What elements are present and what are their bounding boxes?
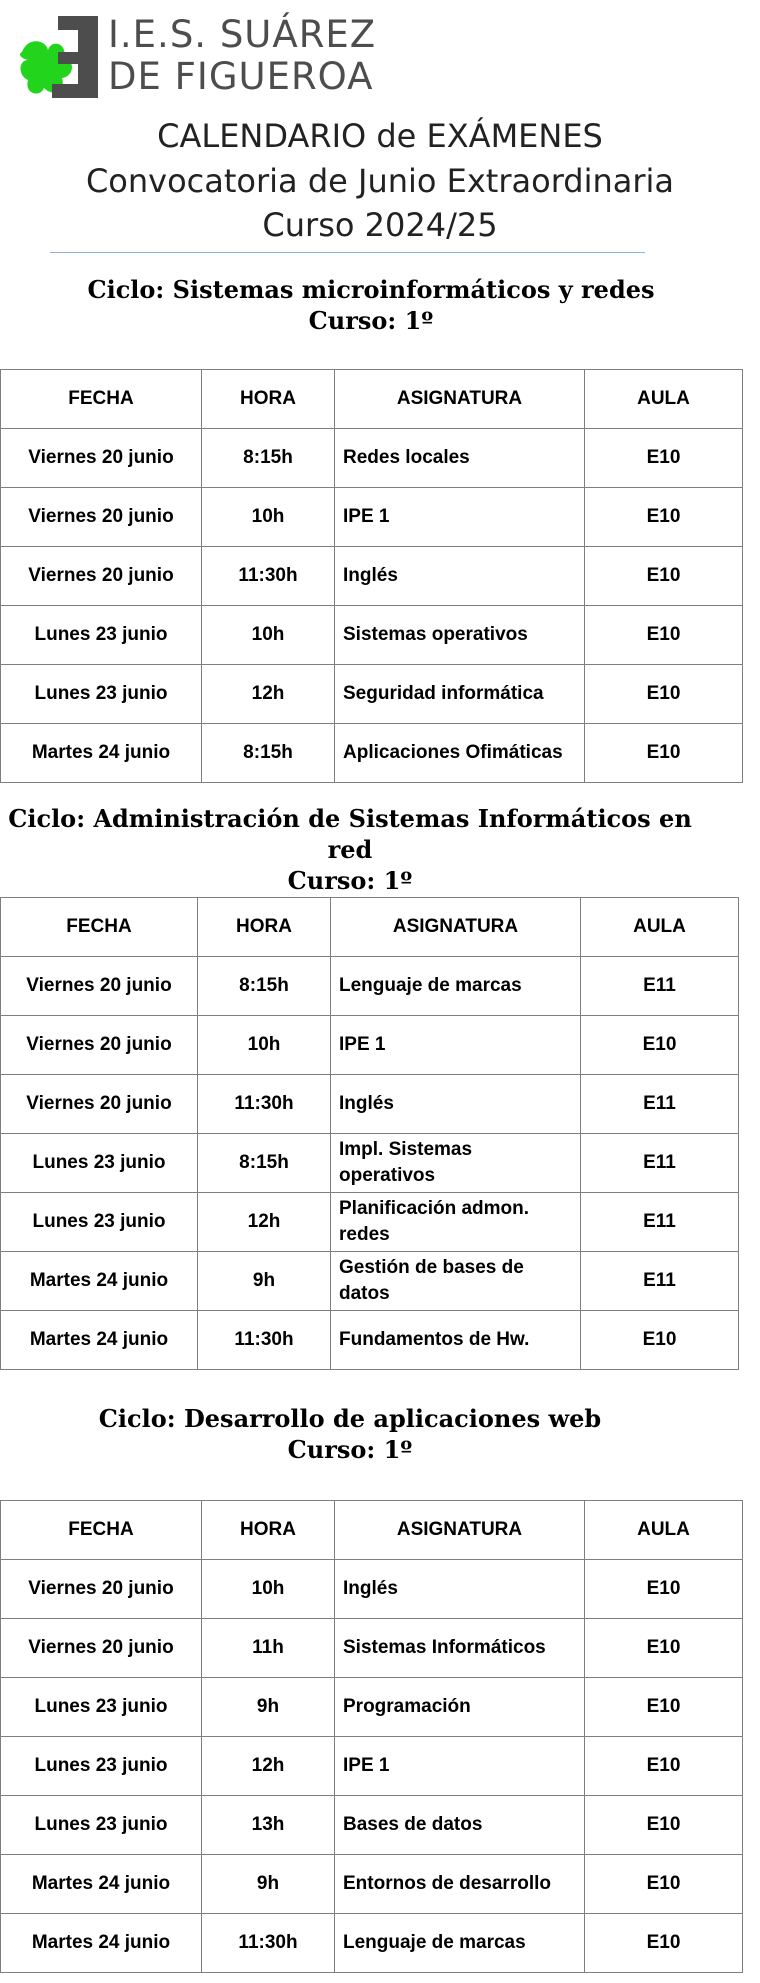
table-row bbox=[1, 1016, 739, 1075]
cell-fecha: Viernes 20 junio bbox=[1, 429, 202, 488]
table-row bbox=[1, 1796, 743, 1855]
cell-hora: 10h bbox=[202, 606, 335, 665]
cell-asignatura: Lenguaje de marcas bbox=[335, 1914, 585, 1973]
column-header-asignatura: ASIGNATURA bbox=[335, 370, 585, 429]
exam-table-daw bbox=[0, 1500, 743, 1973]
cell-asignatura: Sistemas operativos bbox=[335, 606, 585, 665]
cell-fecha: Viernes 20 junio bbox=[1, 488, 202, 547]
cell-asignatura: Sistemas Informáticos bbox=[335, 1619, 585, 1678]
cell-fecha: Martes 24 junio bbox=[1, 1311, 198, 1370]
cell-asignatura: IPE 1 bbox=[335, 1737, 585, 1796]
cell-hora: 11:30h bbox=[202, 1914, 335, 1973]
cell-fecha: Viernes 20 junio bbox=[1, 1619, 202, 1678]
cell-aula: E10 bbox=[585, 1914, 743, 1973]
table-header-row bbox=[1, 898, 739, 957]
cell-hora: 11:30h bbox=[202, 547, 335, 606]
cell-fecha: Viernes 20 junio bbox=[1, 1016, 198, 1075]
table-row bbox=[1, 1560, 743, 1619]
cell-asignatura: Fundamentos de Hw. bbox=[331, 1311, 581, 1370]
cell-hora: 11h bbox=[202, 1619, 335, 1678]
table-header-row bbox=[1, 1501, 743, 1560]
cell-aula: E11 bbox=[581, 957, 739, 1016]
cell-hora: 12h bbox=[202, 1737, 335, 1796]
cell-hora: 8:15h bbox=[202, 429, 335, 488]
cell-aula: E10 bbox=[581, 1016, 739, 1075]
cell-fecha: Lunes 23 junio bbox=[1, 1193, 198, 1252]
school-logo-mark-icon bbox=[18, 14, 102, 100]
cell-asignatura: Inglés bbox=[335, 547, 585, 606]
table-row bbox=[1, 1678, 743, 1737]
cell-aula: E10 bbox=[585, 429, 743, 488]
cell-fecha: Lunes 23 junio bbox=[1, 1134, 198, 1193]
table-row bbox=[1, 606, 743, 665]
cell-hora: 12h bbox=[198, 1193, 331, 1252]
cell-hora: 12h bbox=[202, 665, 335, 724]
table-row bbox=[1, 1619, 743, 1678]
cell-asignatura: Lenguaje de marcas bbox=[331, 957, 581, 1016]
cell-hora: 10h bbox=[202, 1560, 335, 1619]
cell-asignatura: Programación bbox=[335, 1678, 585, 1737]
cell-hora: 9h bbox=[198, 1252, 331, 1311]
table-row bbox=[1, 1855, 743, 1914]
cell-aula: E10 bbox=[585, 1855, 743, 1914]
cell-fecha: Lunes 23 junio bbox=[1, 665, 202, 724]
cell-aula: E10 bbox=[585, 1796, 743, 1855]
column-header-asignatura: ASIGNATURA bbox=[331, 898, 581, 957]
section-ciclo: Ciclo: Desarrollo de aplicaciones web bbox=[98, 1404, 602, 1433]
cell-asignatura: Gestión de bases de datos bbox=[331, 1252, 581, 1311]
school-logo bbox=[18, 13, 377, 100]
table-row bbox=[1, 1737, 743, 1796]
table-row bbox=[1, 547, 743, 606]
cell-aula: E10 bbox=[581, 1311, 739, 1370]
column-header-hora: HORA bbox=[202, 370, 335, 429]
cell-asignatura: Seguridad informática bbox=[335, 665, 585, 724]
cell-aula: E10 bbox=[585, 1619, 743, 1678]
cell-fecha: Martes 24 junio bbox=[1, 1252, 198, 1311]
column-header-fecha: FECHA bbox=[1, 1501, 202, 1560]
convocatoria-title: Convocatoria de Junio Extraordinaria bbox=[85, 162, 675, 200]
cell-aula: E10 bbox=[585, 547, 743, 606]
cell-asignatura: IPE 1 bbox=[335, 488, 585, 547]
cell-fecha: Lunes 23 junio bbox=[1, 1737, 202, 1796]
cell-hora: 8:15h bbox=[202, 724, 335, 783]
cell-fecha: Lunes 23 junio bbox=[1, 1796, 202, 1855]
cell-hora: 8:15h bbox=[198, 1134, 331, 1193]
table-row bbox=[1, 1914, 743, 1973]
column-header-aula: AULA bbox=[581, 898, 739, 957]
cell-fecha: Lunes 23 junio bbox=[1, 606, 202, 665]
cell-aula: E10 bbox=[585, 1678, 743, 1737]
cell-fecha: Viernes 20 junio bbox=[1, 1075, 198, 1134]
exam-table-smr bbox=[0, 369, 743, 783]
column-header-fecha: FECHA bbox=[1, 370, 202, 429]
cell-hora: 13h bbox=[202, 1796, 335, 1855]
cell-asignatura: Bases de datos bbox=[335, 1796, 585, 1855]
cell-hora: 10h bbox=[198, 1016, 331, 1075]
cell-fecha: Martes 24 junio bbox=[1, 724, 202, 783]
cell-aula: E10 bbox=[585, 665, 743, 724]
section-heading-daw bbox=[0, 1403, 700, 1465]
table-row bbox=[1, 724, 743, 783]
cell-aula: E11 bbox=[581, 1134, 739, 1193]
cell-asignatura: Aplicaciones Ofimáticas bbox=[335, 724, 585, 783]
table-row bbox=[1, 488, 743, 547]
cell-fecha: Viernes 20 junio bbox=[1, 547, 202, 606]
column-header-asignatura: ASIGNATURA bbox=[335, 1501, 585, 1560]
cell-fecha: Martes 24 junio bbox=[1, 1914, 202, 1973]
table-header-row bbox=[1, 370, 743, 429]
table-row bbox=[1, 665, 743, 724]
cell-fecha: Viernes 20 junio bbox=[1, 1560, 202, 1619]
table-row bbox=[1, 1311, 739, 1370]
cell-hora: 10h bbox=[202, 488, 335, 547]
column-header-hora: HORA bbox=[198, 898, 331, 957]
cell-asignatura: Impl. Sistemas operativos bbox=[331, 1134, 581, 1193]
cell-aula: E10 bbox=[585, 1560, 743, 1619]
school-year-title: Curso 2024/25 bbox=[262, 206, 498, 244]
section-heading-smr bbox=[0, 274, 742, 336]
column-header-aula: AULA bbox=[585, 370, 743, 429]
calendar-title: CALENDARIO de EXÁMENES bbox=[157, 117, 603, 155]
cell-asignatura: Entornos de desarrollo bbox=[335, 1855, 585, 1914]
section-curso: Curso: 1º bbox=[308, 306, 434, 335]
table-row bbox=[1, 1075, 739, 1134]
section-ciclo: Ciclo: Administración de Sistemas Informáticos en red bbox=[8, 804, 692, 864]
cell-asignatura: IPE 1 bbox=[331, 1016, 581, 1075]
section-curso: Curso: 1º bbox=[287, 1435, 413, 1464]
table-row bbox=[1, 1193, 739, 1252]
column-header-hora: HORA bbox=[202, 1501, 335, 1560]
cell-fecha: Martes 24 junio bbox=[1, 1855, 202, 1914]
table-row bbox=[1, 1252, 739, 1311]
school-name-line1: I.E.S. SUÁREZ bbox=[108, 13, 377, 56]
cell-aula: E11 bbox=[581, 1075, 739, 1134]
cell-asignatura: Redes locales bbox=[335, 429, 585, 488]
table-row bbox=[1, 957, 739, 1016]
cell-aula: E11 bbox=[581, 1193, 739, 1252]
table-row bbox=[1, 429, 743, 488]
school-name bbox=[108, 13, 377, 98]
cell-aula: E10 bbox=[585, 1737, 743, 1796]
cell-hora: 9h bbox=[202, 1855, 335, 1914]
section-curso: Curso: 1º bbox=[287, 866, 413, 895]
cell-hora: 11:30h bbox=[198, 1311, 331, 1370]
column-header-fecha: FECHA bbox=[1, 898, 198, 957]
school-name-line2: DE FIGUEROA bbox=[108, 55, 374, 98]
cell-hora: 11:30h bbox=[198, 1075, 331, 1134]
table-row bbox=[1, 1134, 739, 1193]
title-divider bbox=[50, 252, 645, 253]
cell-asignatura: Inglés bbox=[335, 1560, 585, 1619]
section-ciclo: Ciclo: Sistemas microinformáticos y redes bbox=[87, 275, 655, 304]
exam-table-asir bbox=[0, 897, 739, 1370]
cell-hora: 8:15h bbox=[198, 957, 331, 1016]
cell-asignatura: Inglés bbox=[331, 1075, 581, 1134]
cell-asignatura: Planificación admon. redes bbox=[331, 1193, 581, 1252]
cell-aula: E10 bbox=[585, 488, 743, 547]
column-header-aula: AULA bbox=[585, 1501, 743, 1560]
cell-aula: E11 bbox=[581, 1252, 739, 1311]
cell-fecha: Viernes 20 junio bbox=[1, 957, 198, 1016]
cell-fecha: Lunes 23 junio bbox=[1, 1678, 202, 1737]
cell-aula: E10 bbox=[585, 606, 743, 665]
section-heading-asir bbox=[0, 803, 700, 896]
cell-aula: E10 bbox=[585, 724, 743, 783]
cell-hora: 9h bbox=[202, 1678, 335, 1737]
